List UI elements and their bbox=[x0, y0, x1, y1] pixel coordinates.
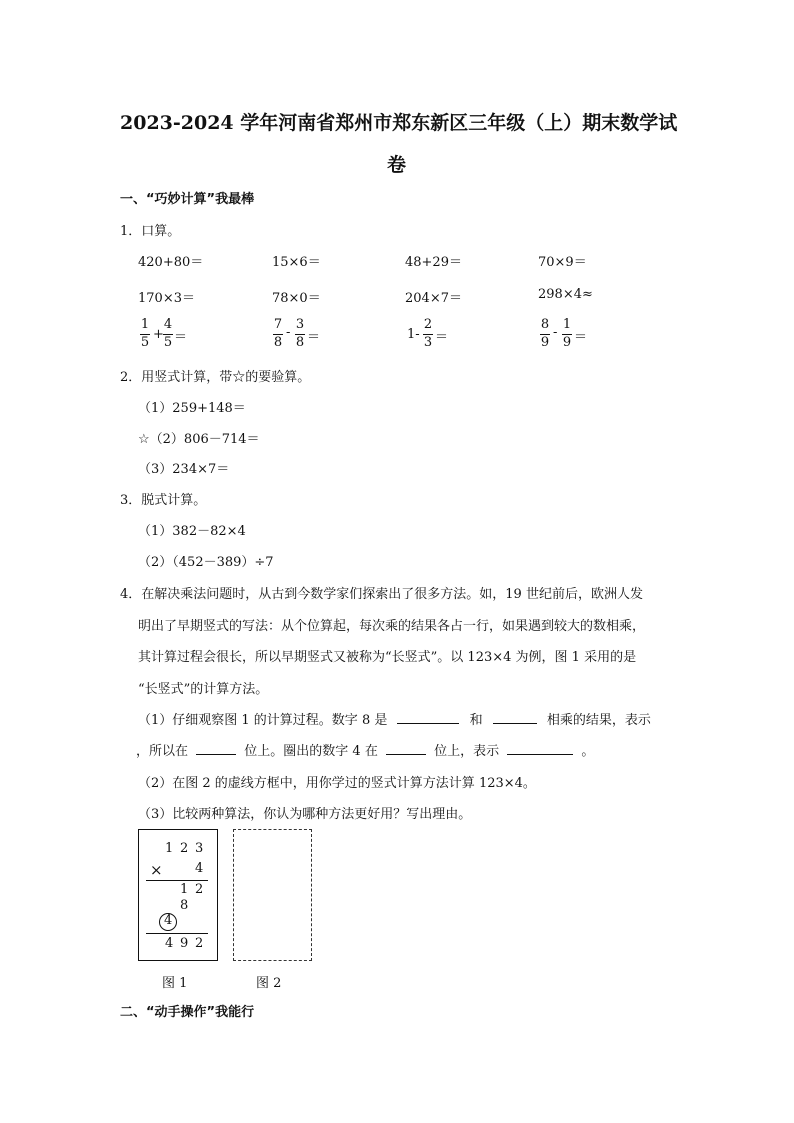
oral-calc-2-4: 298×4≈ bbox=[538, 287, 593, 302]
operator: + bbox=[153, 327, 164, 342]
question-4-para-line-2: 明出了早期竖式的写法：从个位算起，每次乘的结果各占一行，如果遇到较大的数相乘， bbox=[138, 619, 646, 634]
denominator: 9 bbox=[562, 335, 572, 350]
numerator: 1 bbox=[562, 317, 572, 332]
fig1-top-digit: 1 bbox=[165, 841, 174, 856]
question-4-sub-1-line-2 bbox=[136, 740, 594, 759]
fig1-top-digit: 3 bbox=[195, 841, 204, 856]
oral-calc-2-3: 204×7＝ bbox=[405, 291, 462, 306]
question-2-item-2: ☆（2）806－714＝ bbox=[138, 432, 260, 447]
fig1-result-digit: 4 bbox=[165, 936, 174, 951]
fig1-partial-digit: 8 bbox=[180, 898, 189, 913]
text-segment: 相乘的结果，表示 bbox=[546, 713, 651, 728]
oral-calc-2-2: 78×0＝ bbox=[272, 291, 321, 306]
fig1-times-sign: × bbox=[150, 861, 163, 879]
denominator: 8 bbox=[295, 335, 305, 350]
question-4-para-line-4: “长竖式”的计算方法。 bbox=[138, 682, 269, 697]
question-3-item-1: （1）382－82×4 bbox=[138, 524, 246, 539]
question-4-sub-2: （2）在图 2 的虚线方框中，用你学过的竖式计算方法计算 123×4。 bbox=[138, 776, 536, 791]
fig1-rule bbox=[146, 933, 208, 934]
denominator: 3 bbox=[423, 335, 433, 350]
oral-calc-1-4: 70×9＝ bbox=[538, 255, 587, 270]
page-title-line2: 卷 bbox=[387, 154, 407, 176]
section-heading-2: 二、“动手操作”我能行 bbox=[120, 1005, 255, 1020]
fig1-partial-digit: 1 bbox=[180, 882, 189, 897]
equals-sign: ＝ bbox=[435, 330, 449, 345]
fig1-partial-digit: 2 bbox=[195, 882, 204, 897]
question-3-item-2: （2）（452－389）÷7 bbox=[138, 555, 274, 570]
numerator: 3 bbox=[295, 317, 305, 332]
question-4-sub-1-line-1 bbox=[138, 709, 651, 728]
operator: - bbox=[553, 325, 558, 340]
equals-sign: ＝ bbox=[574, 330, 588, 345]
question-2-item-3: （3）234×7＝ bbox=[138, 462, 230, 477]
text-segment: （1）仔细观察图 1 的计算过程。数字 8 是 bbox=[138, 713, 388, 728]
operator: - bbox=[286, 325, 291, 340]
fraction bbox=[140, 318, 150, 350]
section-heading-1: 一、“巧妙计算”我最棒 bbox=[120, 192, 255, 207]
text-segment: 和 bbox=[469, 713, 483, 728]
equals-sign: ＝ bbox=[307, 330, 321, 345]
fraction bbox=[163, 318, 173, 350]
answer-blank[interactable] bbox=[507, 742, 573, 755]
figure-1-caption: 图 1 bbox=[162, 976, 188, 991]
answer-blank[interactable] bbox=[386, 742, 426, 755]
numerator: 8 bbox=[540, 317, 550, 332]
fraction bbox=[295, 318, 305, 350]
page-title-line1: 2023-2024 学年河南省郑州市郑东新区三年级（上）期末数学试 bbox=[120, 112, 678, 134]
answer-blank[interactable] bbox=[196, 742, 236, 755]
text-segment: ，所以在 bbox=[136, 744, 189, 759]
figure-2-caption: 图 2 bbox=[256, 976, 282, 991]
figure-1-box bbox=[138, 829, 218, 961]
fraction bbox=[540, 318, 550, 350]
oral-calc-2-1: 170×3＝ bbox=[138, 291, 195, 306]
question-1-label: 1．口算。 bbox=[120, 224, 181, 239]
answer-blank[interactable] bbox=[493, 711, 537, 724]
denominator: 5 bbox=[163, 335, 173, 350]
fig1-multiplier: 4 bbox=[195, 861, 204, 876]
question-4-sub-3: （3）比较两种算法，你认为哪种方法更好用？写出理由。 bbox=[138, 807, 472, 822]
question-3-label: 3．脱式计算。 bbox=[120, 493, 207, 508]
question-2-item-1: （1）259+148＝ bbox=[138, 401, 246, 416]
oral-calc-1-3: 48+29＝ bbox=[405, 255, 462, 270]
fig1-circled-digit: 4 bbox=[164, 913, 173, 928]
oral-calc-1-1: 420+80＝ bbox=[138, 255, 204, 270]
text-segment: 位上，表示 bbox=[434, 744, 500, 759]
denominator: 8 bbox=[273, 335, 283, 350]
fraction bbox=[423, 318, 433, 350]
figure-2-dashed-box[interactable] bbox=[233, 829, 312, 961]
text-segment: 。 bbox=[581, 744, 595, 759]
numerator: 2 bbox=[423, 317, 433, 332]
answer-blank[interactable] bbox=[397, 711, 459, 724]
fraction bbox=[273, 318, 283, 350]
denominator: 9 bbox=[540, 335, 550, 350]
numerator: 4 bbox=[163, 317, 173, 332]
fraction bbox=[562, 318, 572, 350]
fig1-top-digit: 2 bbox=[180, 841, 189, 856]
text-segment: 位上。圈出的数字 4 在 bbox=[244, 744, 378, 759]
numerator: 1 bbox=[140, 317, 150, 332]
fig1-rule bbox=[146, 880, 208, 881]
question-4-para-line-1: 4．在解决乘法问题时，从古到今数学家们探索出了很多方法。如，19 世纪前后，欧洲人发 bbox=[120, 587, 643, 602]
whole-minus: 1- bbox=[407, 327, 420, 342]
question-2-label: 2．用竖式计算，带☆的要验算。 bbox=[120, 370, 311, 385]
fig1-result-digit: 9 bbox=[180, 936, 189, 951]
oral-calc-1-2: 15×6＝ bbox=[272, 255, 321, 270]
question-4-para-line-3: 其计算过程会很长，所以早期竖式又被称为“长竖式”。以 123×4 为例，图 1 采用的是 bbox=[138, 650, 637, 665]
numerator: 7 bbox=[273, 317, 283, 332]
denominator: 5 bbox=[140, 335, 150, 350]
equals-sign: ＝ bbox=[174, 330, 188, 345]
fig1-result-digit: 2 bbox=[195, 936, 204, 951]
